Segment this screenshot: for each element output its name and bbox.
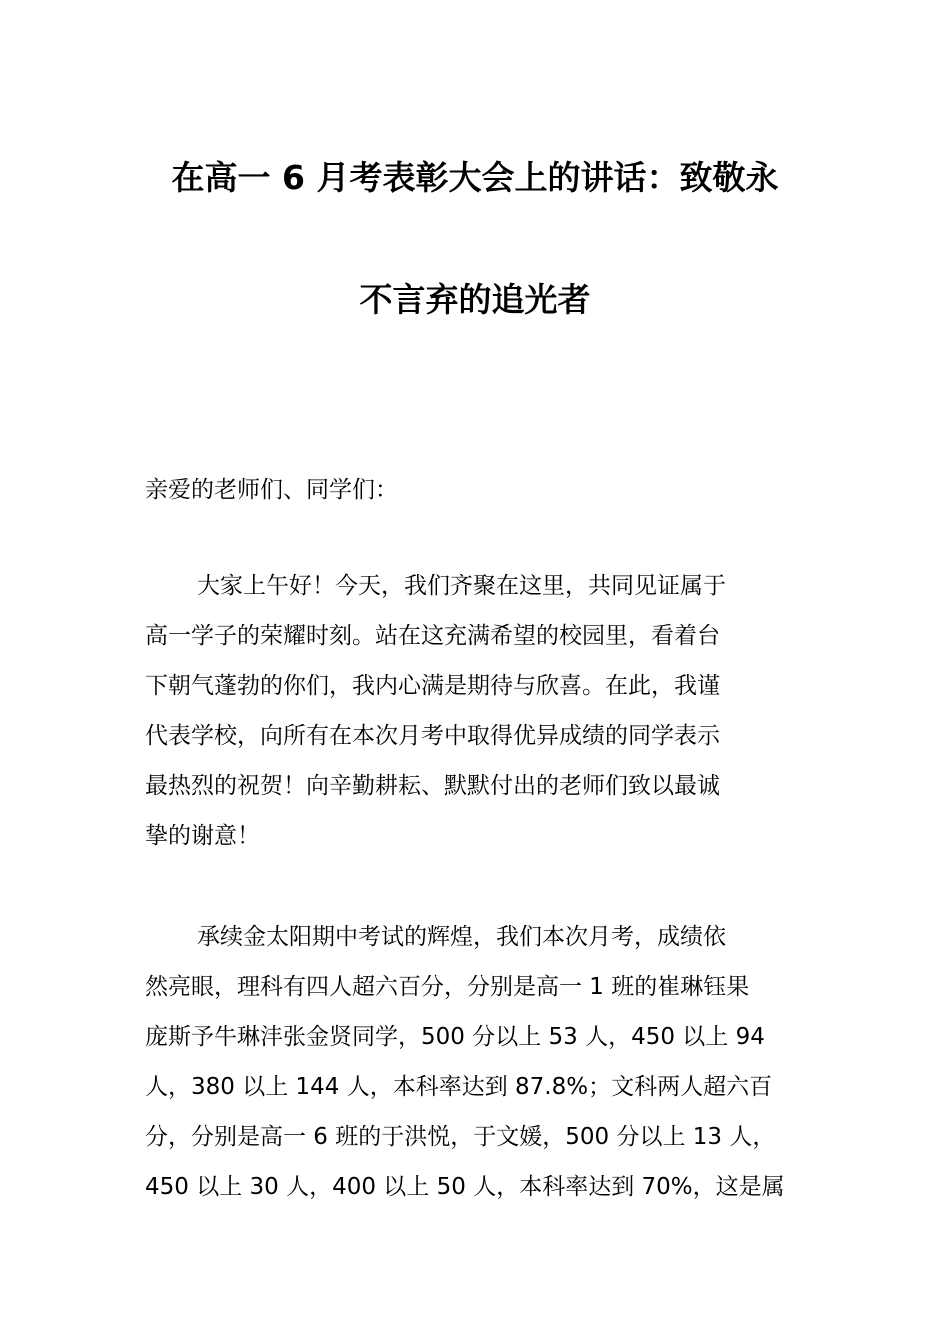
paragraph-line: 庞斯予牛琳沣张金贤同学，500 分以上 53 人，450 以上 94 (145, 1024, 765, 1050)
paragraph-line: 最热烈的祝贺！向辛勤耕耘、默默付出的老师们致以最诚 (145, 773, 720, 799)
paragraph-line: 大家上午好！今天，我们齐聚在这里，共同见证属于 (197, 573, 726, 599)
paragraph-line: 高一学子的荣耀时刻。站在这充满希望的校园里，看着台 (145, 623, 720, 649)
document-title-line-2: 不言弃的追光者 (359, 280, 591, 319)
paragraph-line: 然亮眼，理科有四人超六百分，分别是高一 1 班的崔琳钰果 (145, 974, 750, 1000)
paragraph-line: 450 以上 30 人，400 以上 50 人，本科率达到 70%，这是属 (145, 1174, 785, 1200)
paragraph-line: 挚的谢意！ (145, 823, 260, 849)
paragraph-line: 人，380 以上 144 人，本科率达到 87.8%；文科两人超六百 (145, 1074, 773, 1100)
paragraph-line: 承续金太阳期中考试的辉煌，我们本次月考，成绩依 (197, 924, 726, 950)
paragraph-line: 代表学校，向所有在本次月考中取得优异成绩的同学表示 (145, 723, 720, 749)
salutation: 亲爱的老师们、同学们： (145, 477, 398, 503)
document-title-line-1: 在高一 6 月考表彰大会上的讲话：致敬永 (171, 158, 779, 197)
paragraph-line: 下朝气蓬勃的你们，我内心满是期待与欣喜。在此，我谨 (145, 673, 720, 699)
paragraph-line: 分，分别是高一 6 班的于洪悦，于文媛，500 分以上 13 人， (145, 1124, 776, 1150)
